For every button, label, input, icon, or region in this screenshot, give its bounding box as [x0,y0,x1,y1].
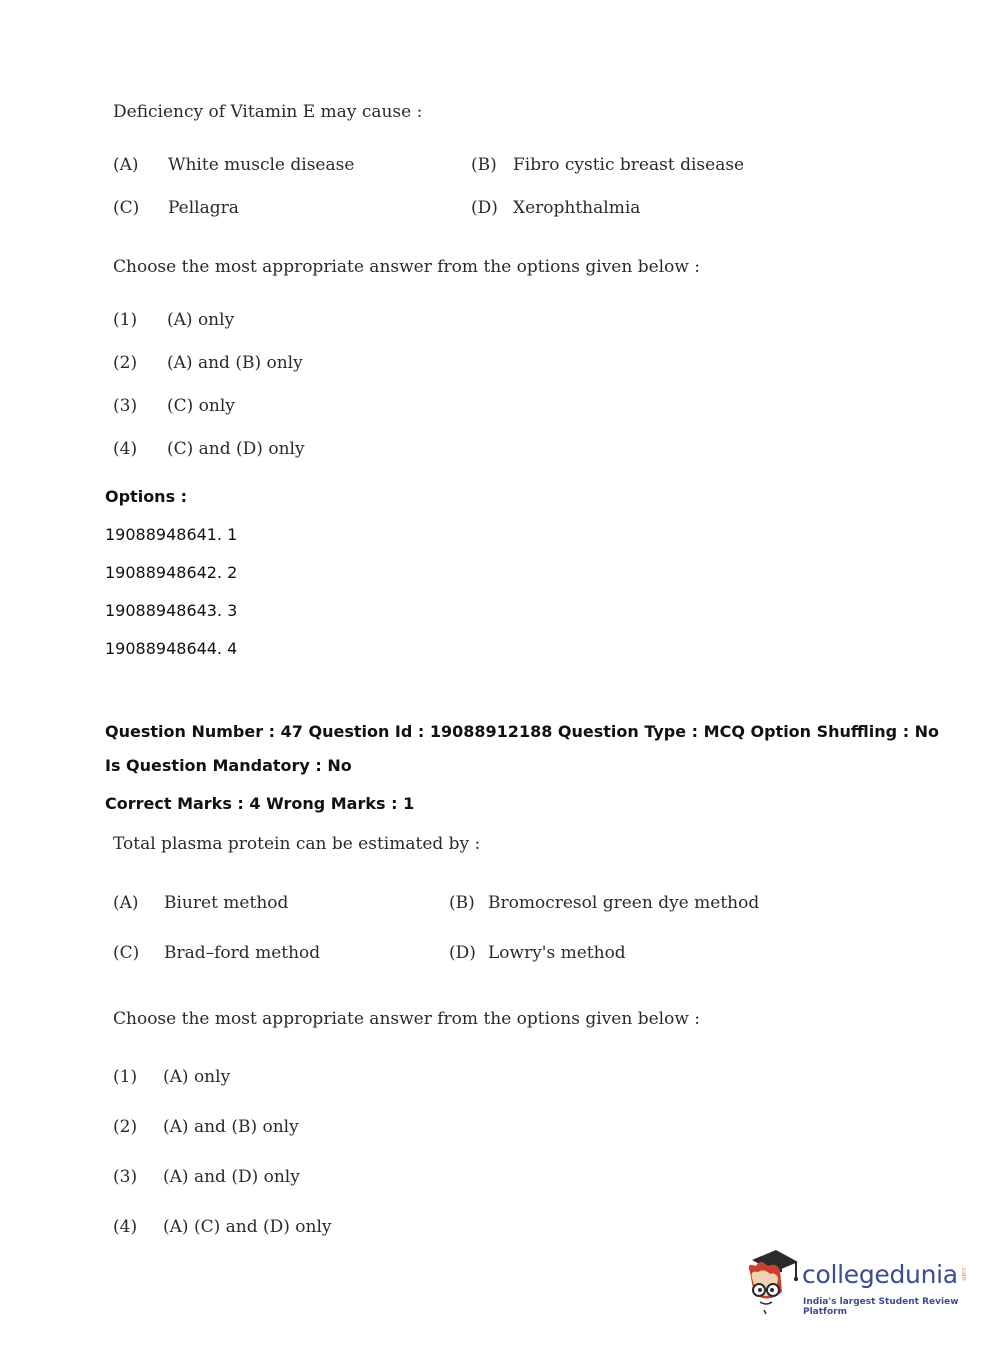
q46-item-b-text: Fibro cystic breast disease [513,155,745,175]
q46-choice-3-text: (C) only [167,396,235,416]
q47-meta-line2: Is Question Mandatory : No [105,756,352,775]
q46-stem: Deficiency of Vitamin E may cause : [113,102,423,122]
collegedunia-logo [742,1248,972,1318]
q46-item-c-text: Pellagra [168,198,239,218]
q46-choice-1-text: (A) only [167,310,235,330]
q47-choice-3-text: (A) and (D) only [163,1167,300,1187]
logo-dotcom: .com [960,1266,967,1281]
q47-item-d-text: Lowry's method [488,943,626,963]
logo-wordmark: collegedunia [802,1260,958,1289]
q47-meta-line3: Correct Marks : 4 Wrong Marks : 1 [105,794,415,813]
option-id-4: 19088948644. 4 [105,639,238,658]
q47-choice-4-text: (A) (C) and (D) only [163,1217,332,1237]
option-id-3: 19088948643. 3 [105,601,238,620]
q46-instruction: Choose the most appropriate answer from the options given below : [113,257,701,277]
option-id-2: 19088948642. 2 [105,563,238,582]
q47-item-b-key: (B) [449,893,475,913]
q47-item-c-key: (C) [113,943,140,963]
q46-item-d-text: Xerophthalmia [513,198,641,218]
q46-choice-4-num: (4) [113,439,138,459]
q47-item-a-text: Biuret method [164,893,289,913]
q47-instruction: Choose the most appropriate answer from the options given below : [113,1009,701,1029]
q46-choice-1-num: (1) [113,310,138,330]
q46-item-c-key: (C) [113,198,140,218]
options-label: Options : [105,487,188,506]
q47-item-c-text: Brad–ford method [164,943,321,963]
q46-item-a-text: White muscle disease [168,155,355,175]
q47-item-b-text: Bromocresol green dye method [488,893,760,913]
q47-meta-line1: Question Number : 47 Question Id : 19088912188 Question Type : MCQ Option Shuffling : No [105,722,940,741]
q47-choice-1-num: (1) [113,1067,138,1087]
q47-choice-4-num: (4) [113,1217,138,1237]
q46-item-b-key: (B) [471,155,497,175]
q47-item-d-key: (D) [449,943,476,963]
q46-choice-2-text: (A) and (B) only [167,353,303,373]
q47-choice-2-text: (A) and (B) only [163,1117,299,1137]
mascot-icon [742,1248,800,1314]
q47-item-a-key: (A) [113,893,139,913]
q46-item-d-key: (D) [471,198,498,218]
q47-choice-1-text: (A) only [163,1067,231,1087]
q46-item-a-key: (A) [113,155,139,175]
q47-choice-3-num: (3) [113,1167,138,1187]
q47-stem: Total plasma protein can be estimated by : [113,834,481,854]
q46-choice-2-num: (2) [113,353,138,373]
q46-choice-4-text: (C) and (D) only [167,439,305,459]
q47-choice-2-num: (2) [113,1117,138,1137]
option-id-1: 19088948641. 1 [105,525,238,544]
q46-choice-3-num: (3) [113,396,138,416]
logo-tagline: India's largest Student Review Platform [803,1297,959,1317]
